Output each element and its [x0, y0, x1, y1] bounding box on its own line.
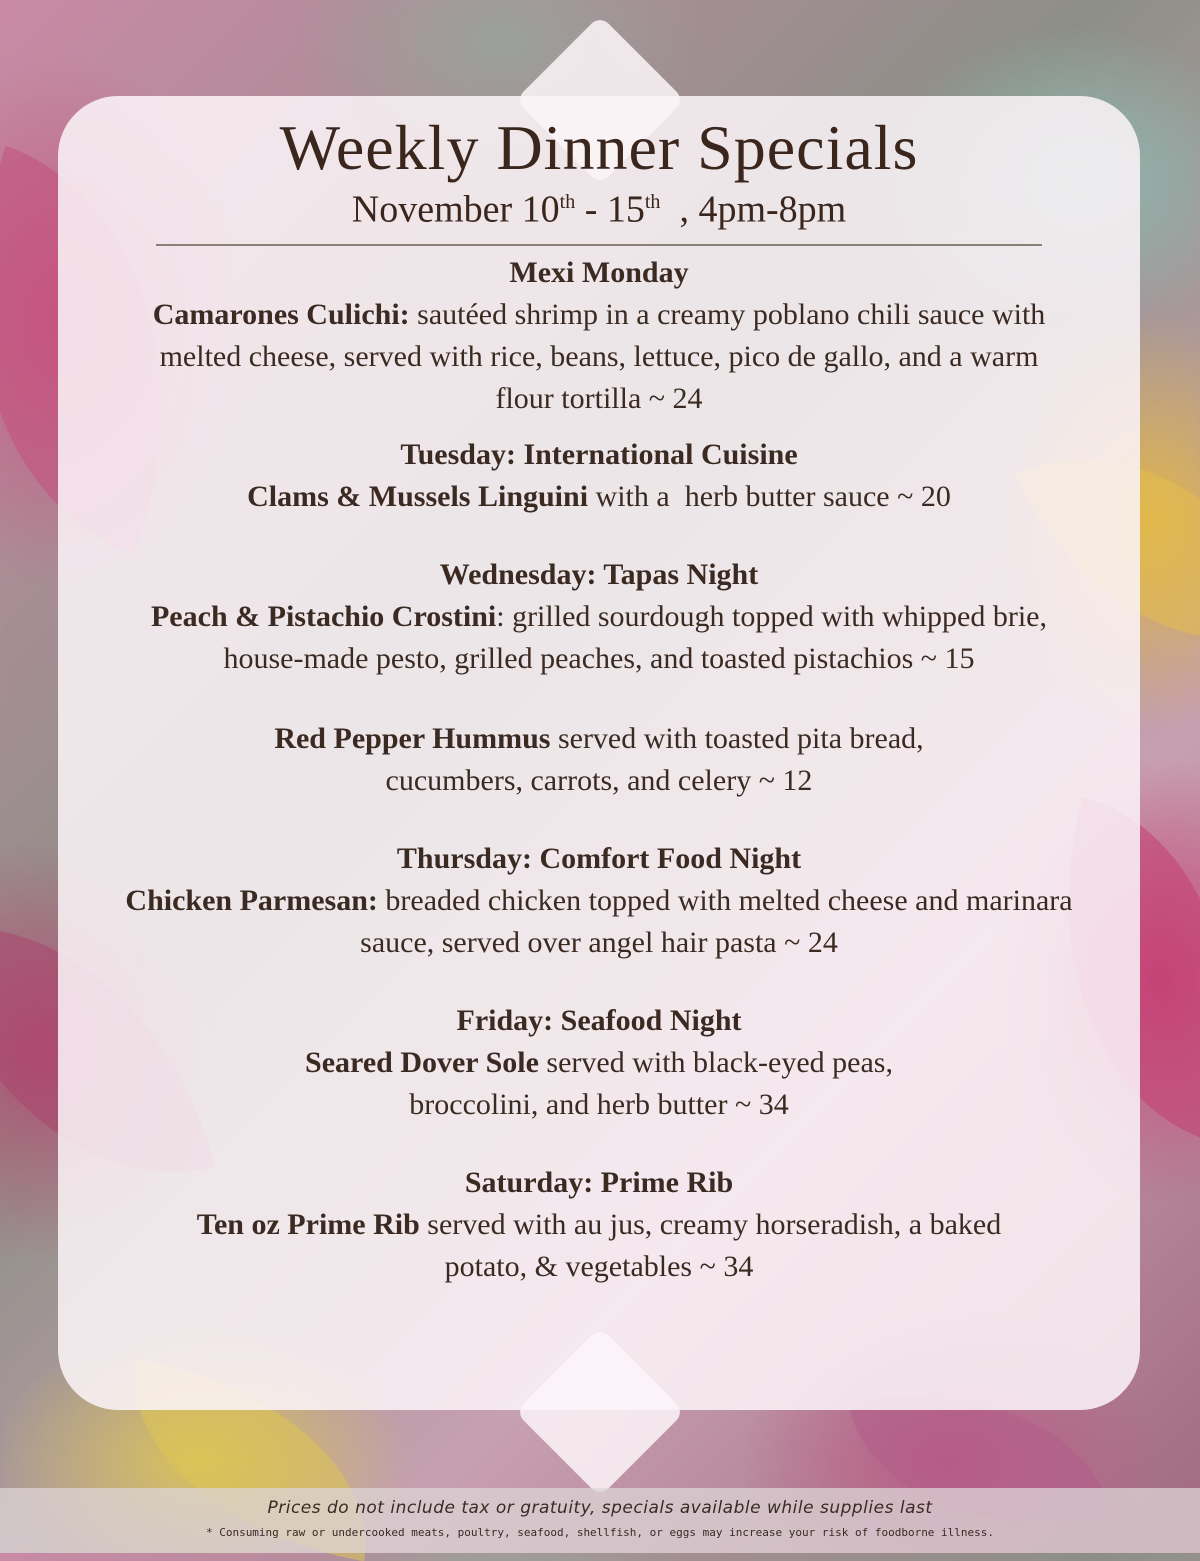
- health-disclaimer: * Consuming raw or undercooked meats, poultry, seafood, shellfish, or eggs may increase your risk of foodborne illness.: [205, 1526, 995, 1539]
- special-friday: [58, 1000, 1140, 1126]
- dish-description: Ten oz Prime Rib served with au jus, creamy horseradish, a baked potato, & vegetables ~ 34: [196, 1207, 1002, 1283]
- special-tuesday: [58, 434, 1140, 518]
- day-heading: Mexi Monday: [509, 255, 689, 289]
- day-heading: Friday: Seafood Night: [456, 1003, 742, 1037]
- dish-description: Peach & Pistachio Crostini: grilled sourdough topped with whipped brie, house-made pesto, grilled peaches, and toasted pistachios ~ 15: [150, 599, 1047, 675]
- dish-description: Camarones Culichi: sautéed shrimp in a creamy poblano chili sauce with melted cheese, served with rice, beans, lettuce, pico de gallo, and a warm flour tortilla ~ 24: [152, 297, 1046, 415]
- dish-description: Clams & Mussels Linguini with a herb butter sauce ~ 20: [247, 479, 951, 513]
- dish-description: Chicken Parmesan: breaded chicken topped with melted cheese and marinara sauce, served over angel hair pasta ~ 24: [125, 883, 1073, 959]
- special-thursday: [58, 838, 1140, 964]
- divider: [156, 244, 1042, 246]
- day-heading: Tuesday: International Cuisine: [400, 437, 798, 471]
- dish-description: Red Pepper Hummus served with toasted pita bread, cucumbers, carrots, and celery ~ 12: [274, 721, 924, 797]
- day-heading: Thursday: Comfort Food Night: [396, 841, 802, 875]
- footer: [0, 1488, 1200, 1553]
- day-heading: Saturday: Prime Rib: [464, 1165, 734, 1199]
- special-saturday: [58, 1162, 1140, 1288]
- page-title: Weekly Dinner Specials: [279, 112, 919, 183]
- special-wednesday: [58, 554, 1140, 802]
- dish-description: Seared Dover Sole served with black-eyed peas, broccolini, and herb butter ~ 34: [305, 1045, 893, 1121]
- date-range: November 10th - 15th , 4pm-8pm: [351, 188, 847, 231]
- pricing-note: Prices do not include tax or gratuity, specials available while supplies last: [267, 1498, 933, 1518]
- special-monday: [58, 252, 1140, 420]
- menu-content: [58, 100, 1140, 1288]
- day-heading: Wednesday: Tapas Night: [439, 557, 759, 591]
